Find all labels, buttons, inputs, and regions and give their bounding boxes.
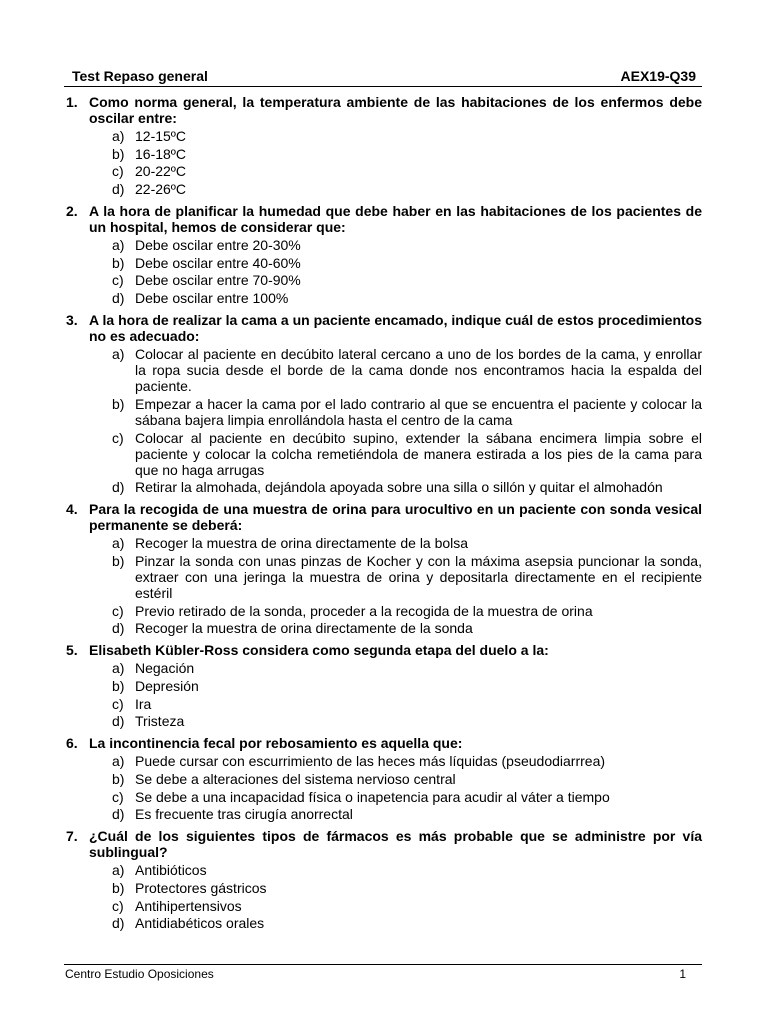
option-text: Antidiabéticos orales <box>135 915 265 932</box>
option-text: Debe oscilar entre 70-90% <box>135 272 301 289</box>
option-a <box>64 346 702 394</box>
option-letter: c) <box>112 272 124 289</box>
option-b <box>64 678 702 694</box>
option-c <box>64 430 702 478</box>
question-number: 6. <box>66 735 78 752</box>
option-letter: c) <box>112 788 124 805</box>
question-text: Como norma general, la temperatura ambiente de las habitaciones de los enfermos debe oscilar entre: <box>89 94 702 126</box>
option-list <box>64 346 702 495</box>
option-d <box>64 806 702 822</box>
option-c <box>64 603 702 619</box>
option-b <box>64 146 702 162</box>
option-text: Empezar a hacer la cama por el lado contrario al que se encuentra el paciente y colocar la sábana bajera limpia enrollándola hasta el centro de la cama <box>135 395 702 428</box>
option-text: Colocar al paciente en decúbito supino, extender la sábana encimera limpia sobre el paciente y colocar la colcha remetiéndola de manera estirada a los pies de la cama para que no haga arrugas <box>135 429 702 478</box>
option-text: Recoger la muestra de orina directamente de la bolsa <box>135 535 469 552</box>
question-list <box>64 94 702 937</box>
option-c <box>64 898 702 914</box>
option-letter: d) <box>112 181 125 198</box>
question-number: 7. <box>66 828 78 845</box>
option-letter: a) <box>112 535 125 552</box>
footer-center-name: Centro Estudio Oposiciones <box>65 967 214 981</box>
option-letter: a) <box>112 753 125 770</box>
option-letter: a) <box>112 862 125 879</box>
option-text: Negación <box>135 660 195 677</box>
option-list <box>64 862 702 931</box>
option-text: 16-18ºC <box>135 145 187 162</box>
option-a <box>64 237 702 253</box>
option-b <box>64 771 702 787</box>
option-text: 20-22ºC <box>135 163 187 180</box>
option-letter: b) <box>112 677 125 694</box>
option-text: Puede cursar con escurrimiento de las heces más líquidas (pseudodiarrrea) <box>135 753 606 770</box>
question-text: Para la recogida de una muestra de orina para urocultivo en un paciente con sonda vesical permanente se deberá: <box>89 501 702 534</box>
option-text: Se debe a una incapacidad física o inapetencia para acudir al váter a tiempo <box>135 788 610 805</box>
question-number: 2. <box>66 203 78 220</box>
option-letter: c) <box>112 897 124 914</box>
question-1 <box>64 94 702 197</box>
option-text: Recoger la muestra de orina directamente de la sonda <box>135 620 473 637</box>
option-letter: d) <box>112 290 125 307</box>
question-number: 1. <box>66 94 78 110</box>
page-header <box>64 68 702 87</box>
option-text: Debe oscilar entre 100% <box>135 290 289 307</box>
question-text: ¿Cuál de los siguientes tipos de fármacos es más probable que se administre por vía sublingual? <box>89 828 702 861</box>
option-list <box>64 237 702 306</box>
option-a <box>64 128 702 144</box>
option-c <box>64 789 702 805</box>
question-3 <box>64 312 702 495</box>
question-text: A la hora de planificar la humedad que debe haber en las habitaciones de los pacientes de un hospital, hemos de considerar que: <box>89 203 702 236</box>
option-letter: c) <box>112 429 124 446</box>
option-text: Antibióticos <box>135 862 207 879</box>
option-d <box>64 290 702 306</box>
option-text: Debe oscilar entre 20-30% <box>135 237 301 254</box>
option-d <box>64 479 702 495</box>
page-footer <box>64 964 702 981</box>
option-a <box>64 753 702 769</box>
option-list <box>64 535 702 636</box>
option-d <box>64 181 702 197</box>
option-text: Retirar la almohada, dejándola apoyada sobre una silla o sillón y quitar el almohadón <box>135 479 663 496</box>
option-text: Antihipertensivos <box>135 897 242 914</box>
option-text: Colocar al paciente en decúbito lateral cercano a uno de los bordes de la cama, y enrollar la ropa sucia desde el borde de la cama donde nos encontramos hacia la espalda del paciente. <box>135 346 702 395</box>
option-text: Tristeza <box>135 713 185 730</box>
option-list <box>64 128 702 197</box>
option-letter: a) <box>112 346 125 363</box>
option-b <box>64 553 702 601</box>
option-letter: c) <box>112 695 124 712</box>
option-b <box>64 255 702 271</box>
option-text: 12-15ºC <box>135 128 187 144</box>
question-number: 4. <box>66 501 78 518</box>
option-a <box>64 535 702 551</box>
option-text: Es frecuente tras cirugía anorrectal <box>135 806 353 823</box>
option-text: Depresión <box>135 677 199 694</box>
option-letter: b) <box>112 145 125 162</box>
option-letter: b) <box>112 552 125 569</box>
question-text: La incontinencia fecal por rebosamiento es aquella que: <box>89 735 463 752</box>
question-text: A la hora de realizar la cama a un paciente encamado, indique cuál de estos procedimientos no es adecuado: <box>89 312 702 345</box>
option-letter: d) <box>112 915 125 932</box>
option-letter: d) <box>112 713 125 730</box>
option-d <box>64 915 702 931</box>
option-letter: a) <box>112 128 125 144</box>
option-b <box>64 880 702 896</box>
test-title: Test Repaso general <box>72 68 208 84</box>
option-letter: a) <box>112 660 125 677</box>
option-list <box>64 660 702 729</box>
option-text: Pinzar la sonda con unas pinzas de Kocher y con la máxima asepsia puncionar la sonda, extraer con una jeringa la muestra de orina y depositarla directamente en el recipiente estéril <box>135 552 702 601</box>
option-text: Se debe a alteraciones del sistema nervioso central <box>135 771 456 787</box>
option-letter: d) <box>112 479 125 496</box>
option-d <box>64 713 702 729</box>
option-c <box>64 696 702 712</box>
question-6 <box>64 735 702 822</box>
question-text: Elisabeth Kübler-Ross considera como segunda etapa del duelo a la: <box>89 642 549 659</box>
option-letter: d) <box>112 620 125 637</box>
question-5 <box>64 642 702 729</box>
question-number: 5. <box>66 642 78 659</box>
option-letter: b) <box>112 880 125 897</box>
option-letter: b) <box>112 254 125 271</box>
option-letter: a) <box>112 237 125 254</box>
question-number: 3. <box>66 312 78 329</box>
option-text: Ira <box>135 695 152 712</box>
option-c <box>64 272 702 288</box>
question-4 <box>64 501 702 636</box>
option-b <box>64 396 702 428</box>
option-letter: b) <box>112 395 125 412</box>
option-list <box>64 753 702 822</box>
question-7 <box>64 828 702 931</box>
test-code: AEX19-Q39 <box>620 68 696 84</box>
option-letter: c) <box>112 602 124 619</box>
option-a <box>64 660 702 676</box>
option-letter: c) <box>112 163 124 180</box>
option-d <box>64 620 702 636</box>
option-letter: d) <box>112 806 125 823</box>
option-letter: b) <box>112 771 125 787</box>
page-number: 1 <box>679 967 686 981</box>
document-page <box>64 0 702 1024</box>
option-text: Debe oscilar entre 40-60% <box>135 254 301 271</box>
option-c <box>64 163 702 179</box>
option-text: 22-26ºC <box>135 181 187 198</box>
option-text: Previo retirado de la sonda, proceder a la recogida de la muestra de orina <box>135 602 593 619</box>
option-a <box>64 862 702 878</box>
option-text: Protectores gástricos <box>135 880 267 897</box>
question-2 <box>64 203 702 306</box>
